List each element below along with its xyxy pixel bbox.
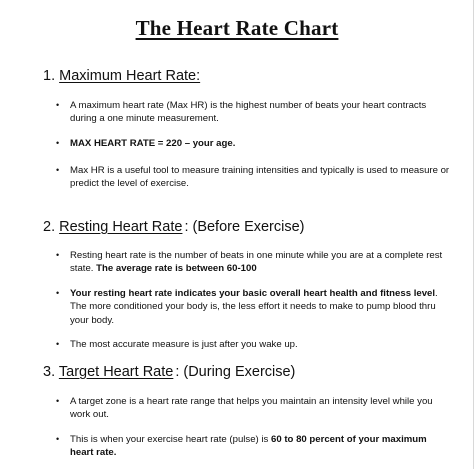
list-item <box>56 395 450 422</box>
bullet-text: This is when your exercise heart rate (pulse) is <box>70 434 272 445</box>
section-heading-suffix: : (Before Exercise) <box>184 219 305 235</box>
section-number: 2. <box>43 219 56 235</box>
list-item <box>56 137 450 150</box>
bullet-text: A maximum heart rate (Max HR) is the highest number of beats your heart contracts during a one minute measurement. <box>70 100 427 125</box>
section-heading-suffix: : (During Exercise) <box>175 364 296 380</box>
section-heading-text: Resting Heart Rate <box>59 219 183 235</box>
bullet-marker: • <box>56 100 60 110</box>
list-item <box>56 287 450 327</box>
page-title: The Heart Rate Chart <box>135 16 339 40</box>
list-item <box>56 164 450 191</box>
bullet-text: The most accurate measure is just after you wake up. <box>70 339 298 350</box>
bullet-marker: • <box>56 165 60 175</box>
section-heading-resting <box>43 219 305 235</box>
bullet-marker: • <box>56 434 60 444</box>
bullet-text: . The more conditioned your body is, the less effort it needs to make to pump blood thru your body. <box>70 288 438 326</box>
section-heading-text: Target Heart Rate <box>58 364 174 380</box>
list-item <box>56 433 450 460</box>
bullet-text: A target zone is a heart rate range that helps you maintain an intensity level while you work out. <box>70 396 433 421</box>
section-heading-maximum <box>43 68 200 84</box>
bullet-marker: • <box>56 339 60 349</box>
bullet-text-bold: 60 to 80 percent of your maximum heart rate. <box>70 434 427 459</box>
list-item <box>56 99 450 126</box>
section-number: 1. <box>43 68 56 84</box>
list-item <box>56 338 450 351</box>
bullet-marker: • <box>56 396 60 406</box>
bullet-marker: • <box>56 138 60 148</box>
bullet-text: MAX HEART RATE = 220 – your age. <box>70 138 236 149</box>
bullet-text-bold: The average rate is between 60-100 <box>96 263 257 275</box>
section-heading-target <box>43 364 295 380</box>
bullet-text: Resting heart rate is the number of beats in one minute while you are at a complete rest state. <box>70 250 443 275</box>
bullet-marker: • <box>56 250 60 260</box>
list-item <box>56 249 450 276</box>
bullet-text: Max HR is a useful tool to measure training intensities and typically is used to measure or predict the level of exercise. <box>70 165 450 190</box>
bullet-marker: • <box>56 288 60 298</box>
section-number: 3. <box>43 364 56 380</box>
section-heading-text: Maximum Heart Rate: <box>59 68 201 84</box>
bullet-text-bold: Your resting heart rate indicates your basic overall heart health and fitness level <box>70 288 436 299</box>
